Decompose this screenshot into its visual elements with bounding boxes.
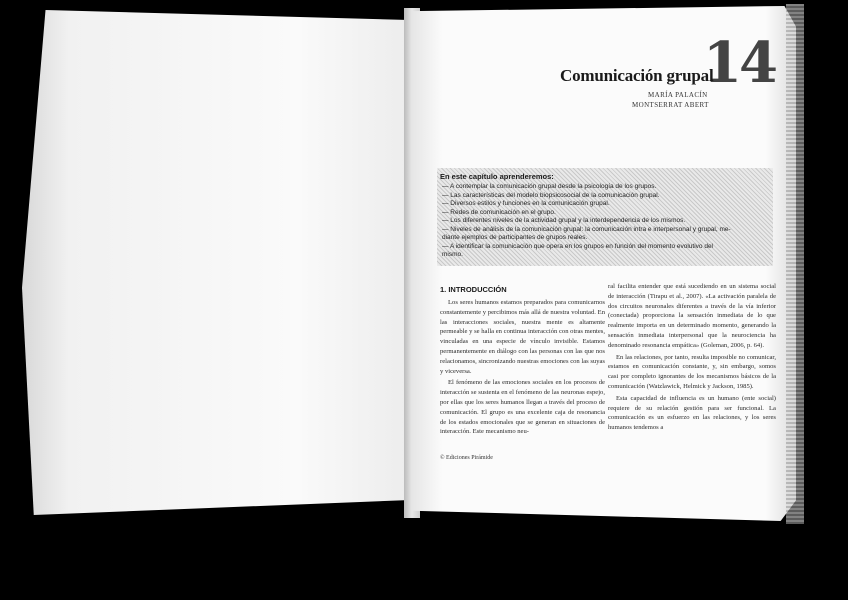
body-column-right [608,282,776,435]
chapter-number: 14 [703,30,775,96]
objective-item: — Niveles de análisis de la comunicación grupal: la comunicación intra e interpersonal y grupal, me- [442,225,731,233]
chapter-title: Comunicación grupal [560,66,714,85]
objectives-heading: En este capítulo aprenderemos: [440,172,554,181]
body-paragraph: ral facilita entender que está sucediendo en un sistema social de interacción (Tirapu et al., 2007). «La activación paralela de dos circuitos neuronales diferentes a través de la vía inferior (conectada) proporciona la sensación inmediata de lo que realmente importa en un determinado momento, generando la sensación inmediata interpersonal que la neurociencia ha denominado resonancia empática» (Goleman, 2006, p. 64). [608,283,776,349]
body-paragraph: Los seres humanos estamos preparados para comunicarnos constantemente y percibimos más allá de nuestra voluntad. En las interacciones sociales, nuestra mente es altamente permeable y se halla en continua interacción con otras mentes, vinculadas en una especie de vínculo invisible. Estamos permanentemente en diálogo con las personas con las que nos relacionamos, sincronizando nuestras emociones con las suyas y viceversa. [440,299,605,375]
objective-item: mismo. [442,251,463,258]
body-paragraph: El fenómeno de las emociones sociales en los procesos de interacción se sustenta en el fenómeno de las neuronas espejo, por ellas que los seres humanos llegan a través del proceso de comunicación. El grupo es una excelente caja de resonancia de los estados emocionales que se generan en situaciones de interacción. Este mecanismo neu- [440,379,605,436]
section-heading: 1. INTRODUCCIÓN [440,285,507,294]
objective-item: — Redes de comunicación en el grupo. [442,208,556,216]
objective-item: — Diversos estilos y funciones en la comunicación grupal. [442,200,610,207]
objective-item: — A contemplar la comunicación grupal desde la psicología de los grupos. [442,183,657,190]
page-footer: © Ediciones Pirámide [440,455,493,461]
body-paragraph: Esta capacidad de influencia es un humano (ente social) requiere de su relación gestión para ser funcional. La comunicación es un esfuerzo en las relaciones, y los seres humanos tendemos a [608,394,776,432]
body-column-left [440,298,605,439]
author-name: MONTSERRAT ABERT [632,101,709,109]
objective-item: diante ejemplos de participantes de grupos reales. [442,234,588,241]
objective-item: — A identificar la comunicación que opera en los grupos en función del momento evolutivo del [442,242,713,250]
page-edge [786,4,804,524]
objective-item: — Los diferentes niveles de la actividad grupal y la interdependencia de los mismos. [442,217,686,224]
objectives-list [442,183,772,260]
objective-item: — Las características del modelo biopsicosocial de la comunicación grupal. [442,191,660,199]
author-name: MARÍA PALACÍN [648,91,708,99]
body-paragraph: En las relaciones, por tanto, resulta imposible no comunicar, estamos en comunicación constante, y, sin embargo, somos casi por completo ignorantes de los mecanismos básicos de la comunicación (Watzlawick, Helmick y Jackson, 1985). [608,353,776,390]
left-page-blank [22,10,414,515]
